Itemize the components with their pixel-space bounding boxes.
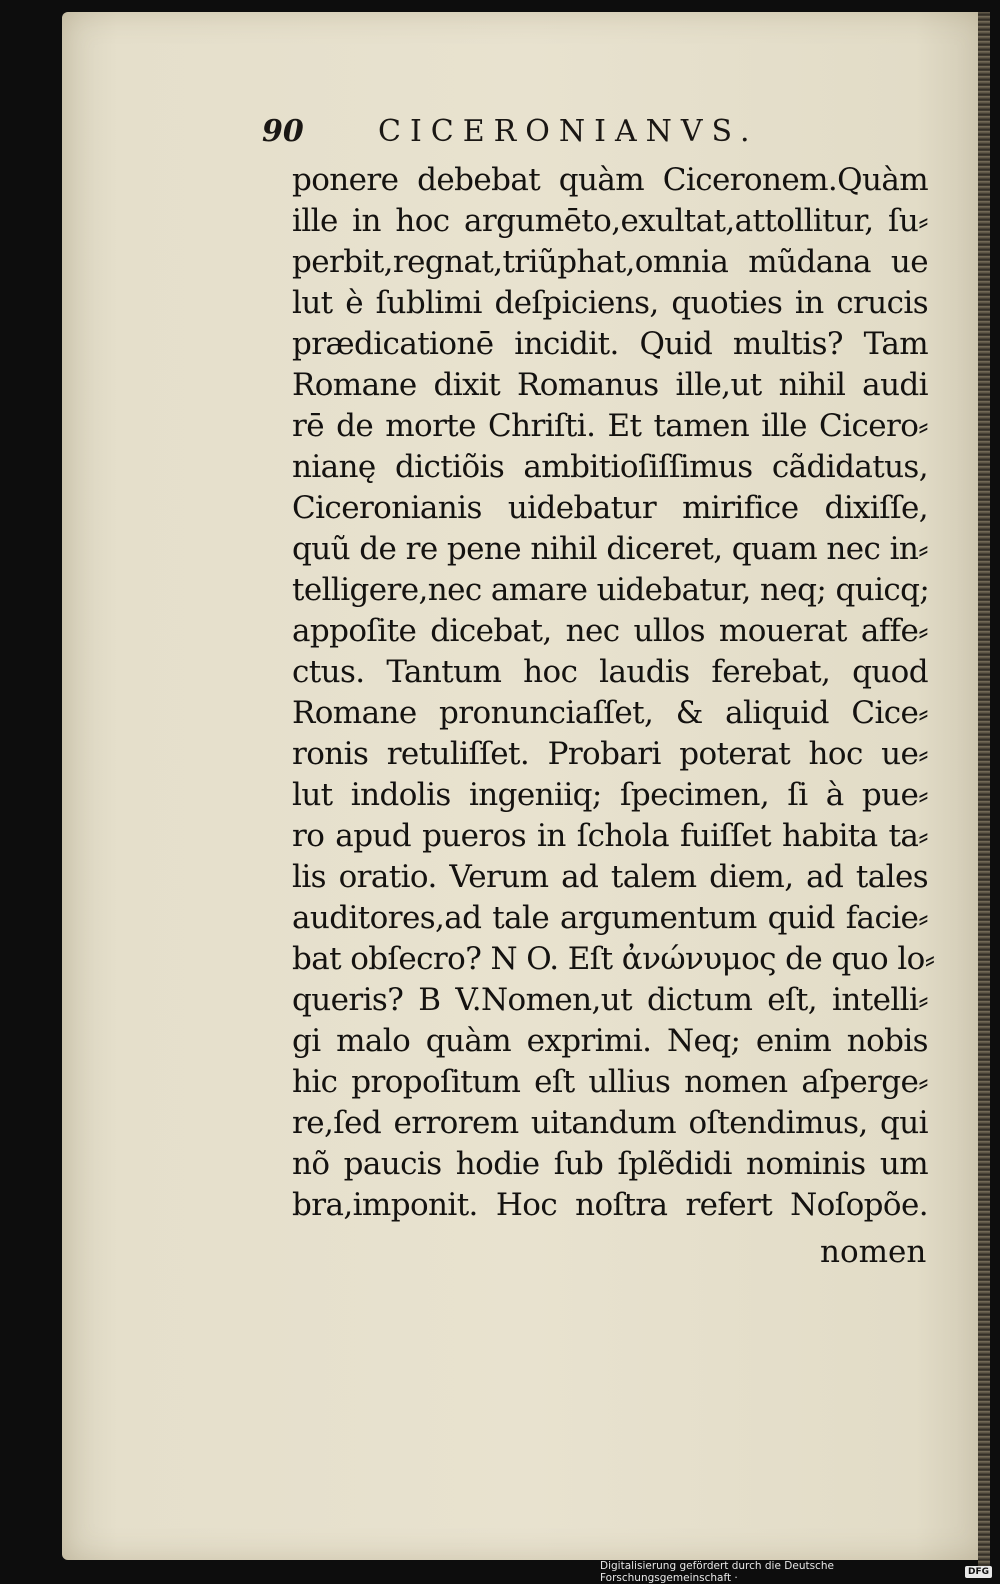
page-number: 90 [262,114,304,149]
credit-text: Digitalisierung gefördert durch die Deutsche Forschungsgemeinschaft · [600,1560,834,1584]
text-line: nõ paucis hodie ſub ſplẽdidi nominis um [292,1146,928,1182]
text-line: queris? B V.Nomen,ut dictum eſt, intelli⸗ [292,982,928,1018]
text-line: ponere debebat quàm Ciceronem.Quàm [292,162,928,198]
text-line: ctus. Tantum hoc laudis ferebat, quod [292,654,928,690]
text-line: nianę dictiõis ambitioſiſſimus cãdidatus, [292,449,928,485]
text-line: gi malo quàm exprimi. Neq; enim nobis [292,1023,928,1059]
text-line: Ciceronianis uidebatur mirifice dixiſſe, [292,490,928,526]
running-head [262,110,782,150]
text-line: bra,imponit. Hoc noſtra refert Noſopõe. [292,1187,928,1223]
text-line: ro apud pueros in ſchola fuiſſet habita ta⸗ [292,818,928,854]
page-fore-edge [978,12,990,1572]
text-line: Romane pronunciaſſet, & aliquid Cice⸗ [292,695,928,731]
text-line: prædicationē incidit. Quid multis? Tam [292,326,928,362]
text-line: Romane dixit Romanus ille,ut nihil audi [292,367,928,403]
text-line: appoſite dicebat, nec ullos mouerat affe⸗ [292,613,928,649]
body-text [292,160,942,1226]
catchword: nomen [820,1234,927,1270]
text-line: hic propoſitum eſt ullius nomen aſperge⸗ [292,1064,928,1100]
dfg-logo: DFG [965,1566,992,1578]
text-line: rē de morte Chriſti. Et tamen ille Cicero⸗ [292,408,928,444]
running-title: CICERONIANVS. [378,114,759,149]
text-line: lut indolis ingeniiq; ſpecimen, ſi à pue⸗ [292,777,928,813]
text-line: perbit,regnat,triũphat,omnia mũdana ue [292,244,928,280]
text-line: bat obſecro? N O. Eſt ἀνώνυμος de quo lo⸗ [292,941,935,977]
text-line: quũ de re pene nihil diceret, quam nec in⸗ [292,531,928,567]
text-line: ille in hoc argumēto,exultat,attollitur, ſu⸗ [292,203,928,239]
text-line: telligere,nec amare uidebatur, neq; quicq; [292,572,930,608]
text-line: auditores,ad tale argumentum quid facie⸗ [292,900,928,936]
text-line: lis oratio. Verum ad talem diem, ad tales [292,859,928,895]
text-line: lut è ſublimi deſpiciens, quoties in crucis [292,285,928,321]
digitization-credit [600,1562,992,1582]
text-line: ronis retuliſſet. Probari poterat hoc ue⸗ [292,736,928,772]
text-line: re,ſed errorem uitandum oſtendimus, qui [292,1105,928,1141]
